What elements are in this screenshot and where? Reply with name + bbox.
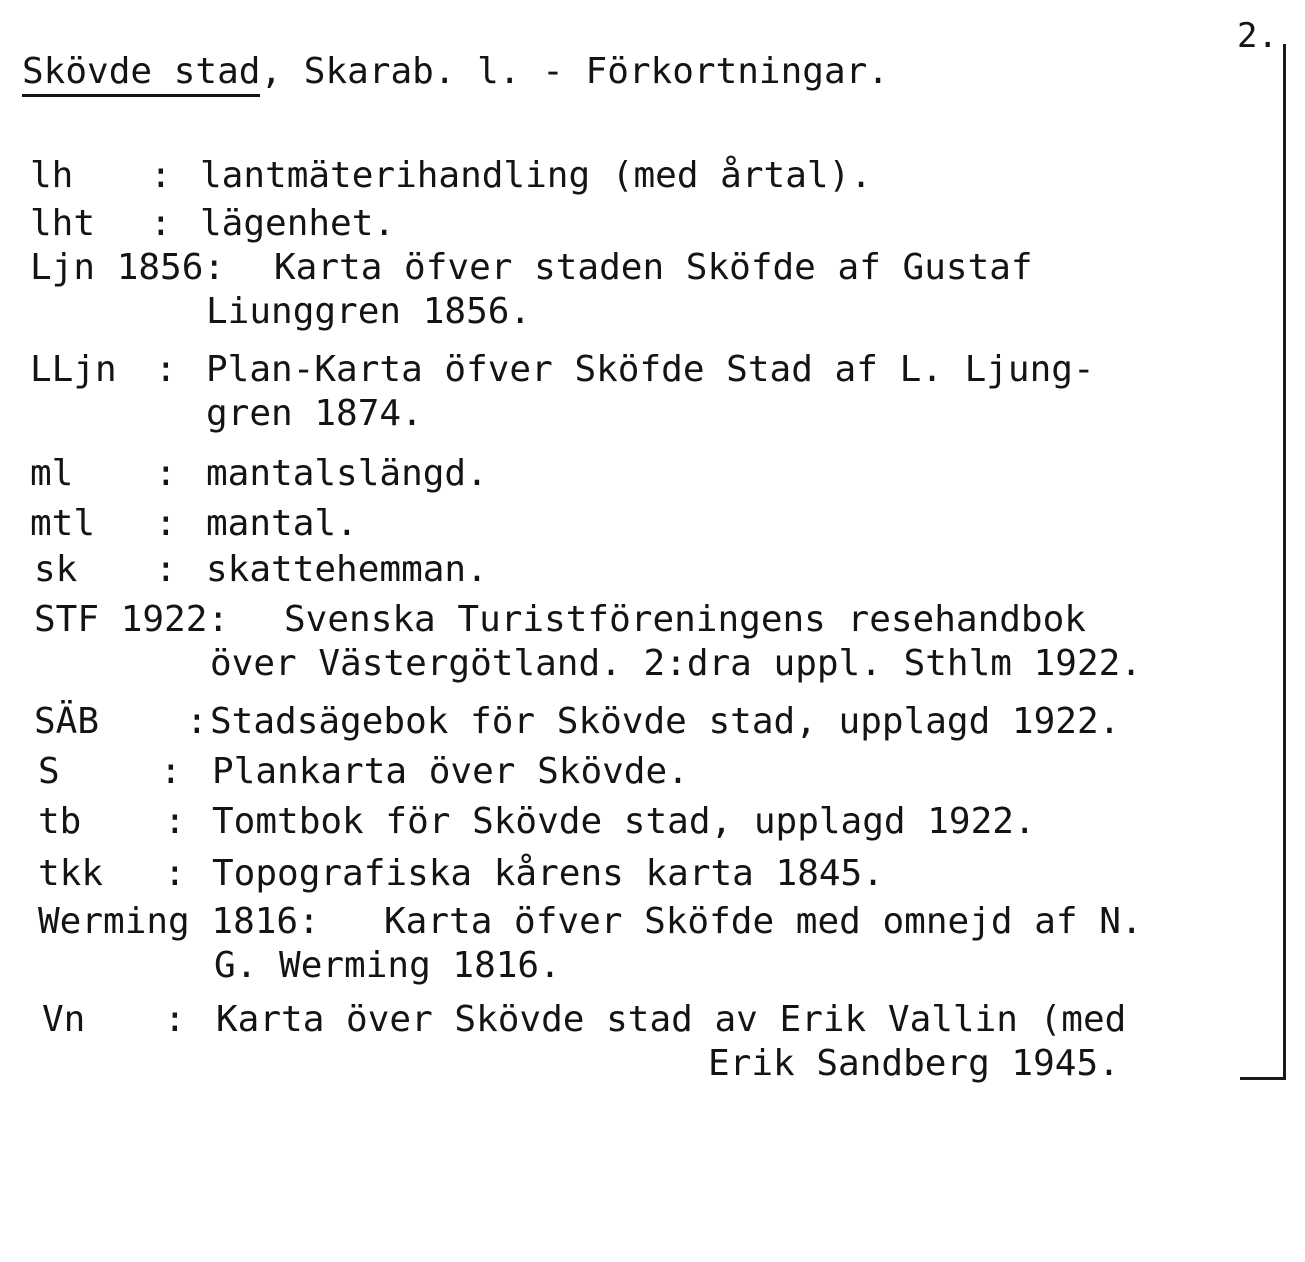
heading-city: Skövde stad bbox=[22, 51, 260, 97]
entry-continuation: Liunggren 1856. bbox=[206, 291, 532, 332]
entry-row bbox=[42, 998, 1127, 1262]
entry-abbreviation: tb bbox=[38, 801, 82, 842]
entry-abbreviation: sk bbox=[34, 549, 78, 590]
entry-description: Plankarta över Skövde. bbox=[212, 751, 689, 792]
card-right-edge bbox=[1283, 44, 1286, 1080]
entry-continuation: G. Werming 1816. bbox=[214, 945, 561, 986]
entry-abbreviation: tkk bbox=[38, 853, 104, 894]
entry-abbreviation: LLjn bbox=[30, 349, 117, 390]
card-bottom-edge bbox=[1240, 1077, 1286, 1080]
entry-separator: : bbox=[155, 549, 177, 590]
entry-abbreviation: mtl bbox=[30, 503, 96, 544]
entry-separator: : bbox=[164, 999, 186, 1040]
entry-description: Karta över Skövde stad av Erik Vallin (med bbox=[216, 999, 1127, 1040]
entry-description: Topografiska kårens karta 1845. bbox=[212, 853, 884, 894]
entry-separator: : bbox=[150, 155, 172, 196]
card-heading bbox=[22, 50, 889, 94]
entry-description: Tomtbok för Skövde stad, upplagd 1922. bbox=[212, 801, 1036, 842]
entry-description: lägenhet. bbox=[200, 203, 396, 244]
entry-continuation: Erik Sandberg 1945. bbox=[708, 1043, 1120, 1084]
page-number: 2. bbox=[1237, 16, 1278, 56]
entry-separator: : bbox=[164, 801, 186, 842]
entry-description: Svenska Turistföreningens resehandbok bbox=[284, 599, 1086, 640]
entry-separator: : bbox=[164, 853, 186, 894]
entry-separator: : bbox=[155, 503, 177, 544]
entry-description: mantal. bbox=[206, 503, 358, 544]
entry-separator: : bbox=[155, 349, 177, 390]
entry-description: Karta öfver Sköfde med omnejd af N. bbox=[384, 901, 1143, 942]
entry-abbreviation: Vn bbox=[42, 999, 86, 1040]
entry-description: Karta öfver staden Sköfde af Gustaf bbox=[274, 247, 1033, 288]
entry-description: mantalslängd. bbox=[206, 453, 488, 494]
entry-separator: : bbox=[155, 453, 177, 494]
entry-abbreviation: Werming 1816: bbox=[38, 901, 320, 942]
entry-abbreviation: lh bbox=[30, 155, 74, 196]
entry-description: Plan-Karta öfver Sköfde Stad af L. Ljung- bbox=[206, 349, 1095, 390]
entry-description: skattehemman. bbox=[206, 549, 488, 590]
entry-description: Stadsägebok för Skövde stad, upplagd 1922. bbox=[210, 701, 1121, 742]
entry-separator: : bbox=[150, 203, 172, 244]
heading-rest: , Skarab. l. - Förkortningar. bbox=[260, 51, 889, 92]
entry-abbreviation: SÄB bbox=[34, 701, 100, 742]
entry-abbreviation: Ljn 1856: bbox=[30, 247, 226, 288]
entry-separator: : bbox=[160, 751, 182, 792]
entry-continuation: över Västergötland. 2:dra uppl. Sthlm 1922. bbox=[210, 643, 1142, 684]
entry-abbreviation: STF 1922: bbox=[34, 599, 230, 640]
entry-continuation: gren 1874. bbox=[206, 393, 423, 434]
entry-abbreviation: lht bbox=[30, 203, 96, 244]
entry-abbreviation: S bbox=[38, 751, 60, 792]
entry-separator: : bbox=[186, 701, 208, 742]
entry-abbreviation: ml bbox=[30, 453, 74, 494]
entry-description: lantmäterihandling (med årtal). bbox=[200, 155, 872, 196]
